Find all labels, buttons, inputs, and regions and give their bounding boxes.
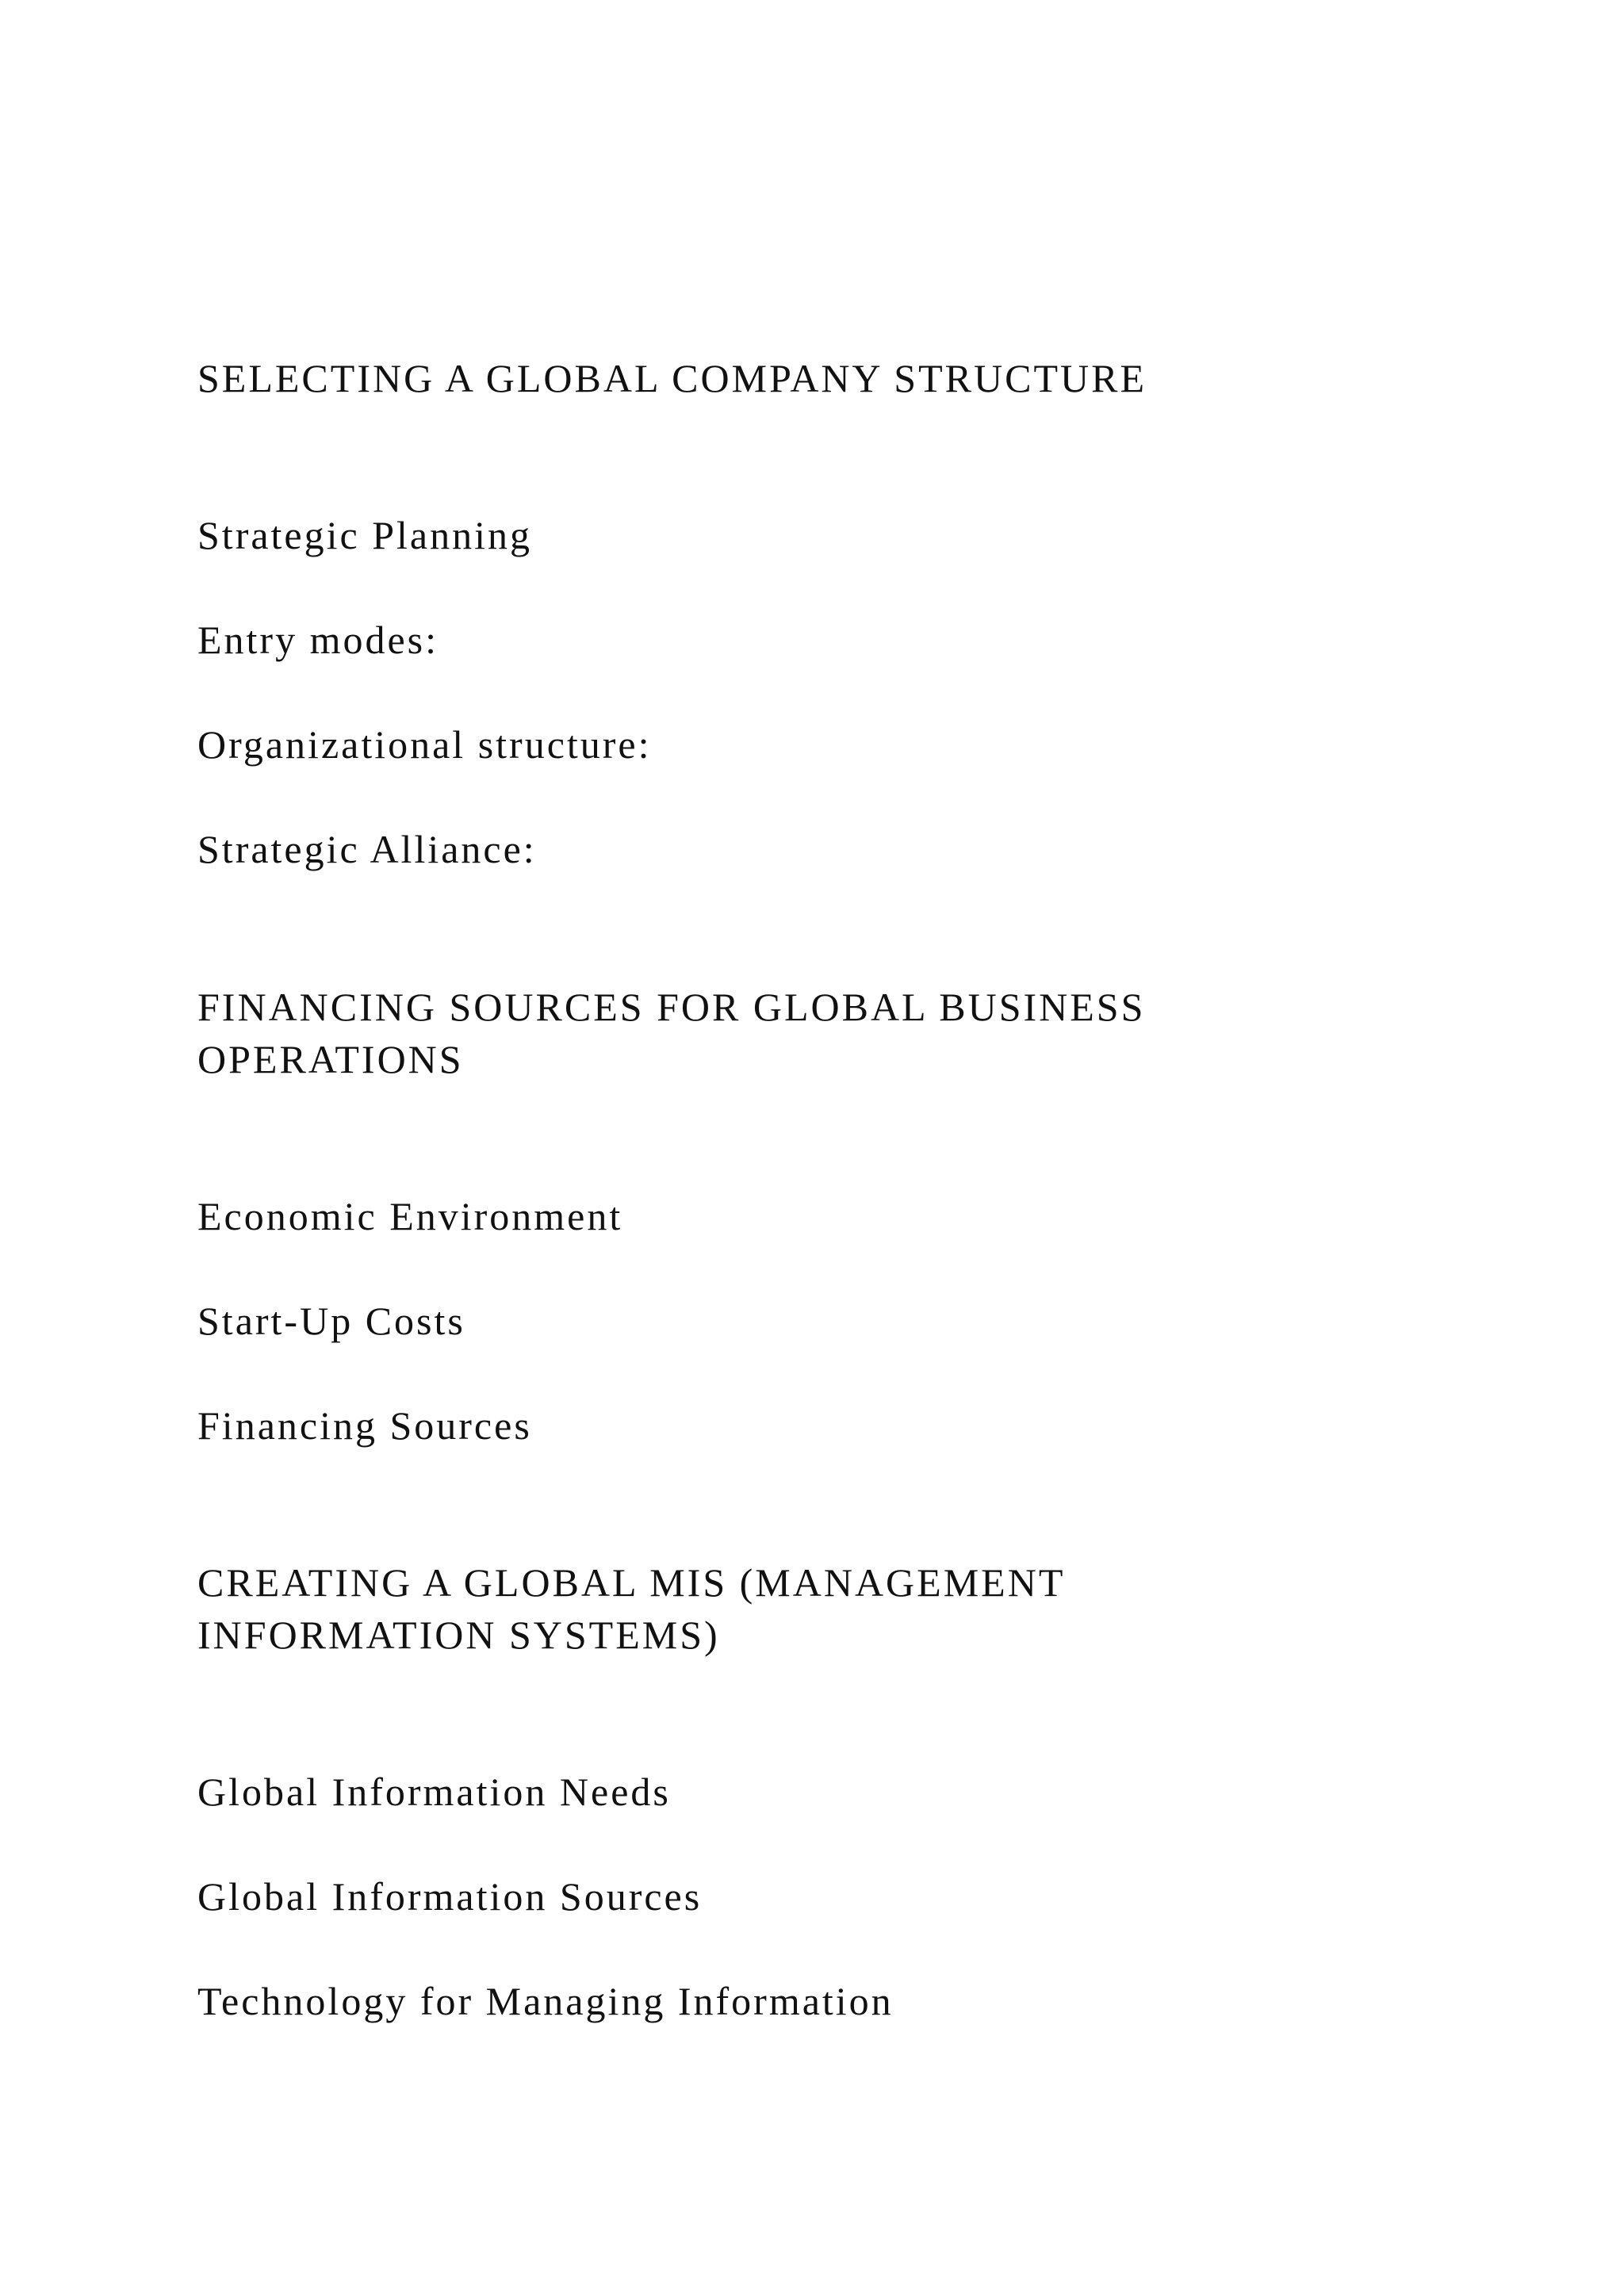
- item-global-information-needs: Global Information Needs: [197, 1770, 671, 1814]
- section-heading-structure: SELECTING A GLOBAL COMPANY STRUCTURE: [197, 356, 1147, 400]
- item-economic-environment: Economic Environment: [197, 1194, 623, 1238]
- section-heading-financing-line2: OPERATIONS: [197, 1037, 464, 1081]
- item-technology-for-managing-information: Technology for Managing Information: [197, 1979, 894, 2023]
- item-financing-sources: Financing Sources: [197, 1403, 532, 1448]
- item-strategic-planning: Strategic Planning: [197, 513, 532, 557]
- item-global-information-sources: Global Information Sources: [197, 1874, 703, 1919]
- section-heading-mis-line2: INFORMATION SYSTEMS): [197, 1613, 720, 1657]
- item-start-up-costs: Start-Up Costs: [197, 1299, 465, 1343]
- item-entry-modes: Entry modes:: [197, 618, 439, 662]
- item-strategic-alliance: Strategic Alliance:: [197, 827, 537, 871]
- section-heading-financing-line1: FINANCING SOURCES FOR GLOBAL BUSINESS: [197, 985, 1146, 1029]
- item-organizational-structure: Organizational structure:: [197, 722, 652, 767]
- section-heading-mis-line1: CREATING A GLOBAL MIS (MANAGEMENT: [197, 1560, 1066, 1605]
